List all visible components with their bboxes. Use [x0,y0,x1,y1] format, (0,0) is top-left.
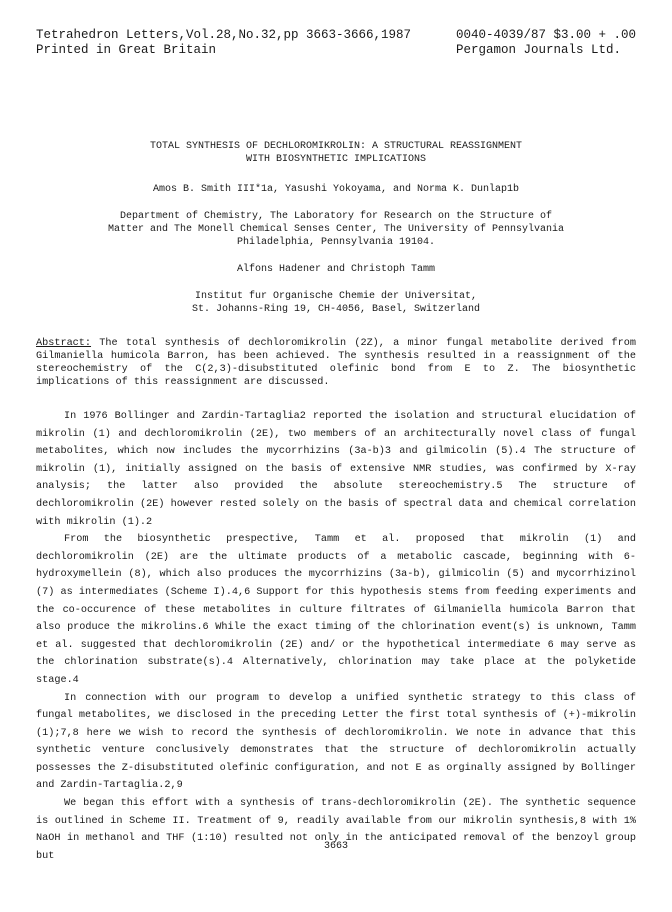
paper-title: TOTAL SYNTHESIS OF DECHLOROMIKROLIN: A STRUCTURAL REASSIGNMENT WITH BIOSYNTHETIC IMPLICATIONS [149,141,523,165]
printed-in: Printed in Great Britain [36,43,217,57]
issn-price: 0040-4039/87 $3.00 + .00 [455,28,636,42]
body-text [36,408,636,865]
paragraph: In connection with our program to develop a unified synthetic strategy to this class of fungal metabolites, we disclosed in the preceding Letter the first total synthesis of (+)-mikrolin (1);7,8 here we wish to record the synthesis of dechloromikrolin. We note in advance that this synthetic venture conclusively demonstrates that the structure of dechloromikrolin actually possesses the Z-disubstituted olefinic configuration, and not E as orginally assigned by Bollinger and Zardin-Tartaglia.2,9 [36,692,636,792]
page-number: 3663 [323,841,348,852]
paragraph: In 1976 Bollinger and Zardin-Tartaglia2 reported the isolation and structural elucidation of mikrolin (1) and dechloromikrolin (2E), two members of an architecturally novel class of fungal metabolites, which now includes the mycorrhizins (3a-b)3 and gilmicolin (5).4 The structure of mikrolin (1), initially assigned on the basis of extensive NMR studies, was confirmed by X-ray analysis; the latter also provided the absolute stereochemistry.5 The structure of dechloromikrolin (2E) however rested solely on the basis of spectral data and chemical correlation with mikrolin (1).2 [36,411,636,528]
affiliation-penn: Department of Chemistry, The Laboratory for Research on the Structure of Matter and The Monell Chemical Senses Center, The University of Pennsylvania Philadelphia, Pennsylvania 19104. [107,211,565,248]
paragraph: From the biosynthetic prespective, Tamm et al. proposed that mikrolin (1) and dechloromikrolin (2E) are the ultimate products of a metabolic cascade, beginning with 6-hydroxymellein (8), which also produces the mycorrhizins (3a-b), gilmicolin (5) and mycorrhizinol (7) as intermediates (Scheme I).4,6 Support for this hypothesis stems from feeding experiments and the co-occurence of these metabolites in culture filtrates of Gilmaniella humicola Barron that also produce the mikrolins.6 While the exact timing of the chlorination event(s) is unknown, Tamm et al. suggested that dechloromikrolin (2E) and/ or the hypothetical intermediate 6 may serve as the chlorination substrate(s).4 Alternatively, chlorination may take place at the polyketide stage.4 [36,534,636,686]
affiliation-basel: Institut fur Organische Chemie der Universitat, St. Johanns-Ring 19, CH-4056, Basel, Switzerland [191,291,481,315]
running-header [36,28,636,58]
paragraph: We began this effort with a synthesis of trans-dechloromikrolin (2E). The synthetic sequence is outlined in Scheme II. Treatment of 9, readily available from our mikrolin synthesis,8 with 1% NaOH in methanol and THF (1:10) resulted not only in the anticipated removal of the benzoyl group but [36,798,636,862]
abstract [36,337,636,389]
abstract-text: The total synthesis of dechloromikrolin (2Z), a minor fungal metabolite derived from Gilmaniella humicola Barron, has been achieved. The synthesis resulted in a reassignment of the stereochemistry of the C(2,3)-disubstituted olefinic bond from E to Z. The biosynthetic implications of this reassignment are discussed. [36,338,636,388]
authors-primary: Amos B. Smith III*1a, Yasushi Yokoyama, and Norma K. Dunlap1b [152,184,520,195]
authors-secondary: Alfons Hadener and Christoph Tamm [236,264,436,275]
abstract-label: Abstract: [36,338,92,349]
publisher: Pergamon Journals Ltd. [455,43,621,57]
journal-citation: Tetrahedron Letters,Vol.28,No.32,pp 3663-3666,1987 [36,28,412,42]
